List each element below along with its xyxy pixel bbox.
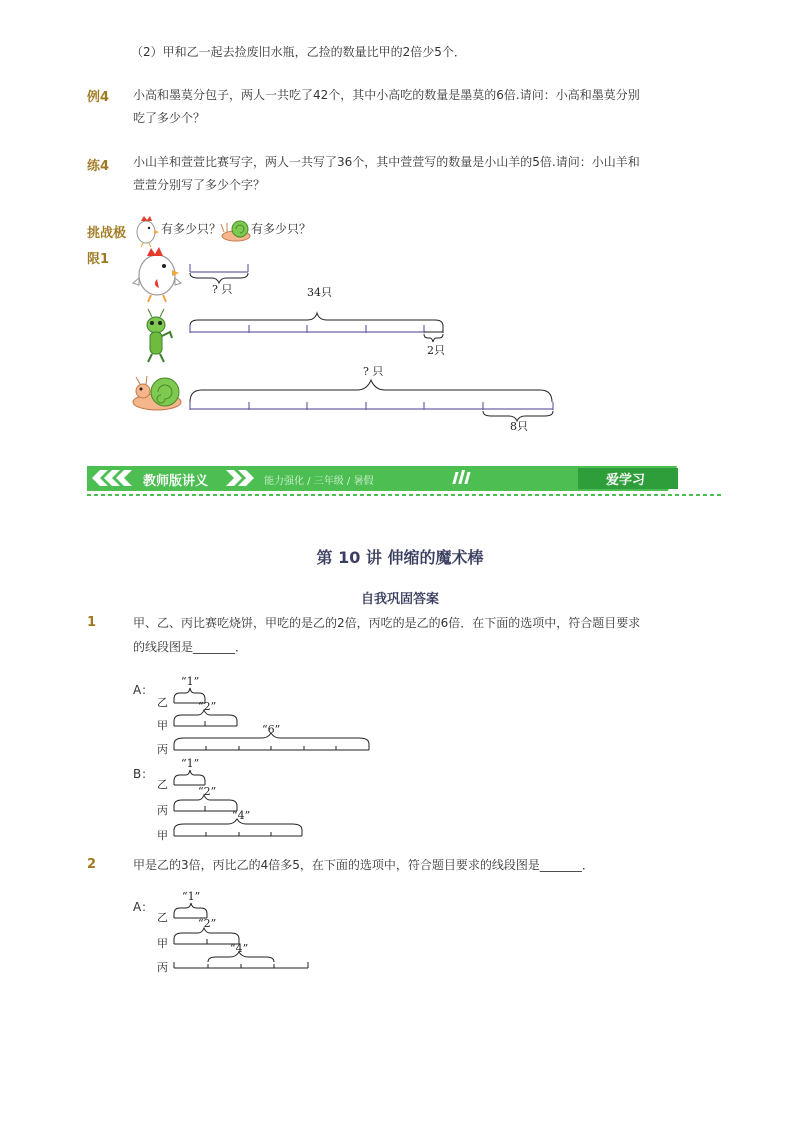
q2-optA-bracket1: “1”: [182, 890, 201, 903]
mantis-total-label: 34只: [307, 286, 332, 299]
q1-line1: 甲、乙、丙比赛吃烧饼，甲吃的是乙的2倍，丙吃的是乙的6倍．在下面的选项中，符合题目要求: [133, 616, 641, 630]
challenge-label-line1: 挑战极: [87, 226, 127, 241]
banner-left-text: 教师版讲义: [143, 474, 209, 489]
q1-line2: 的线段图是_______．: [133, 640, 248, 654]
chicken-icon: [133, 247, 181, 302]
mantis-total-brace: [190, 313, 443, 326]
q1-optA-bracket2: “2”: [198, 700, 217, 713]
q1-optB-bracket2: “2”: [198, 785, 217, 798]
chicken-segment: [190, 264, 248, 272]
q1-optB-label: B：: [133, 767, 154, 781]
q1-optA-diagram: [174, 688, 369, 750]
example-4-label: 例4: [87, 90, 110, 105]
mantis-extra-brace: [424, 334, 443, 342]
lecture-subtitle: 自我巩固答案: [360, 592, 439, 607]
q2-optA-label: A：: [133, 900, 154, 914]
q1-optB-diagram: [174, 770, 302, 836]
challenge-question-part2: 有多少只？: [251, 222, 312, 236]
q1-optB-row1: 乙: [157, 778, 168, 791]
q1-optA-bracket3: “6”: [262, 723, 281, 736]
practice-4-line1: 小山羊和萱萱比赛写字，两人一共写了36个，其中萱萱写的数量是小山羊的5倍.请问：小山羊和: [133, 155, 640, 169]
practice-4-label: 练4: [87, 159, 110, 174]
banner-brand: 爱学习: [606, 473, 646, 488]
example-4-line2: 吃了多少个？: [133, 111, 206, 125]
snail-icon: [133, 376, 181, 410]
lecture-title: 第 10 讲 伸缩的魔术棒: [316, 548, 484, 567]
q1-optA-row1: 乙: [157, 696, 168, 709]
q2-optA-row1: 乙: [157, 911, 168, 924]
chicken-small-icon: [137, 216, 159, 247]
mantis-segment: [190, 325, 424, 333]
q2-optA-diagram: [174, 903, 308, 968]
mantis-extra-segment: [424, 325, 443, 333]
q2-optA-row3: 丙: [157, 961, 168, 974]
question-2-text: （2）甲和乙一起去捡废旧水瓶，乙捡的数量比甲的2倍少5个．: [131, 45, 466, 59]
q2-optA-bracket3: “4”: [230, 942, 249, 955]
challenge-question-part1: 有多少只？: [161, 222, 222, 236]
q1-optA-row3: 丙: [157, 743, 168, 756]
snail-segment: [190, 402, 553, 410]
snail-total-brace: [190, 380, 552, 402]
snail-extra-label: 8只: [510, 420, 528, 433]
q2-number: 2: [87, 857, 97, 872]
q1-optB-bracket1: “1”: [181, 757, 200, 770]
mantis-icon: [147, 309, 172, 362]
practice-4-line2: 萱萱分别写了多少个字？: [133, 178, 266, 192]
q1-number: 1: [87, 615, 97, 630]
q1-optA-label: A：: [133, 683, 154, 697]
q2-optA-bracket2: “2”: [198, 917, 217, 930]
snail-small-icon: [221, 221, 250, 241]
q2-optA-row2: 甲: [157, 937, 168, 950]
snail-total-label: ? 只: [363, 365, 384, 378]
chicken-label: ? 只: [212, 283, 233, 296]
q1-optA-row2: 甲: [157, 719, 168, 732]
example-4-line1: 小高和墨莫分包子，两人一共吃了42个，其中小高吃的数量是墨莫的6倍.请问：小高和墨莫分别: [133, 88, 640, 102]
q1-optB-row2: 丙: [157, 804, 168, 817]
q2-line1: 甲是乙的3倍，丙比乙的4倍多5，在下面的选项中，符合题目要求的线段图是_______．: [133, 858, 594, 872]
q1-optB-bracket3: “4”: [232, 809, 251, 822]
q1-optA-bracket1: “1”: [181, 675, 200, 688]
mantis-extra-label: 2只: [427, 344, 445, 357]
challenge-label-line2: 限1: [87, 252, 110, 267]
q1-optB-row3: 甲: [157, 829, 168, 842]
banner-middle-text: 能力强化 / 三年级 / 暑假: [264, 476, 374, 487]
